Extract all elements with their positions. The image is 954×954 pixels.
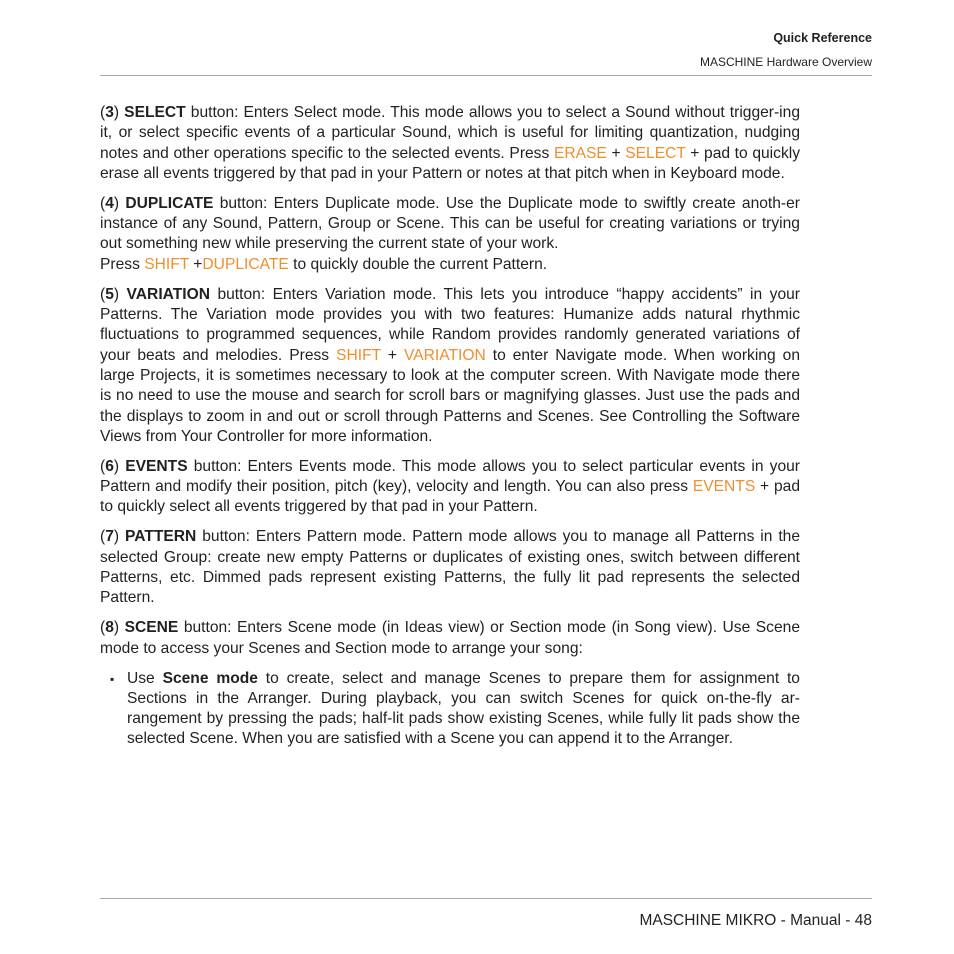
button-name: PATTERN xyxy=(125,528,197,546)
paragraph-pattern: (7) PATTERN button: Enters Pattern mode. Pattern mode allows you to manage all Patterns in the selected Group: create new empty Patterns or duplicates of existing ones, switch between different Patterns, etc. Dimmed pads represent existing Patterns, the fully lit pad represents the selected Pattern. xyxy=(100,528,800,607)
paragraph-select: (3) SELECT button: Enters Select mode. This mode allows you to select a Sound without trigger-ing it, or select specific events of a particular Sound, which is useful for limiting quantization, nudging notes and other operations specific to the selected events. Press ERASE + SELECT + pad to quickly erase all events triggered by that pad in your Pattern or notes at that pitch when in Keyboard mode. xyxy=(100,104,801,182)
bullet-marker: ▪ xyxy=(110,671,115,686)
paragraph-duplicate: (4) DUPLICATE button: Enters Duplicate mode. Use the Duplicate mode to swiftly create anoth-er instance of any Sound, Pattern, Group or Scene. This can be useful for creating variations or trying out something new while preserving the current state of your work. Press SHIFT +DUPLICATE to quickly double the current Pattern. xyxy=(100,194,800,273)
paragraph-variation: (5) VARIATION button: Enters Variation mode. This lets you introduce “happy accidents” in your Patterns. The Variation mode provides you with two features: Humanize adds natural rhythmic fluctuations to programmed sequences, while Random provides randomly generated variations of your beats and melodies. Press SHIFT + VARIATION to enter Navigate mode. When working on large Projects, it is sometimes necessary to look at the computer screen. With Navigate mode there is no need to use the mouse and search for scroll bars or magnifying glasses. Just use the pads and the displays to zoom in and out or scroll through Patterns and Scenes. See Controlling the Software Views from Your Controller for more information. xyxy=(100,285,800,445)
item-number: 7 xyxy=(105,528,114,546)
paragraph-text: Press xyxy=(100,255,145,273)
button-name: EVENTS xyxy=(125,457,188,475)
item-number: 8 xyxy=(105,619,114,637)
item-number: 6 xyxy=(105,457,114,475)
page-body xyxy=(100,103,800,750)
paragraph-text: + xyxy=(188,255,203,273)
paragraph-text: button: Enters Variation mode. This lets you introduce “happy accidents” in your Patterns. The Variation mode provides you with two features: Humanize adds natural rhythmic fluctuations to programmed sequences, while Random provides randomly generated variations of your beats and melodies. Press xyxy=(100,285,800,364)
item-number: 3 xyxy=(105,104,114,121)
bullet-list xyxy=(100,669,800,750)
paragraph-text: button: Enters Scene mode (in Ideas view) or Section mode (in Song view). Use Scene mode to access your Scenes and Section mode to arrange your song: xyxy=(100,619,800,657)
item-number: 5 xyxy=(105,285,114,303)
header-divider xyxy=(100,75,872,76)
key-select: SELECT xyxy=(625,144,686,162)
page-footer: MASCHINE MIKRO - Manual - 48 xyxy=(639,912,872,929)
footer-divider xyxy=(100,898,872,899)
key-shift: SHIFT xyxy=(144,255,189,273)
paragraph-text: + pad to quickly select all events triggered by that pad in your Pattern. xyxy=(100,478,800,516)
bullet-text: Use xyxy=(127,669,163,687)
list-item xyxy=(100,669,800,750)
key-duplicate: DUPLICATE xyxy=(202,255,289,273)
paragraph-text: + pad to quickly erase all events triggered by that pad in your Pattern or notes at that pitch when in Keyboard mode. xyxy=(100,144,801,182)
paragraph-text: + xyxy=(380,346,404,364)
paragraph-text: to quickly double the current Pattern. xyxy=(288,255,548,273)
button-name: SCENE xyxy=(124,619,179,637)
button-name: DUPLICATE xyxy=(125,194,214,212)
paragraph-text: button: Enters Duplicate mode. Use the Duplicate mode to swiftly create anoth-er instance of any Sound, Pattern, Group or Scene. This can be useful for creating variations or trying out something new while preserving the current state of your work. xyxy=(100,194,800,253)
paragraph-text: button: Enters Pattern mode. Pattern mode allows you to manage all Patterns in the selected Group: create new empty Patterns or duplicates of existing ones, switch between different Patterns, etc. Dimmed pads represent existing Patterns, the fully lit pad represents the selected Pattern. xyxy=(100,528,800,607)
key-shift: SHIFT xyxy=(336,346,381,364)
key-erase: ERASE xyxy=(553,144,607,162)
paragraph-text: to enter Navigate mode. When working on large Projects, it is sometimes necessary to look at the computer screen. With Navigate mode there is no need to use the mouse and search for scroll bars or magnifying glasses. Just use the pads and the displays to zoom in and out or scroll through Patterns and Scenes. See Controlling the Software Views from Your Controller for more information. xyxy=(100,346,800,445)
header-title: Quick Reference xyxy=(773,31,872,45)
paragraph-text: + xyxy=(606,144,626,162)
key-variation: VARIATION xyxy=(404,346,486,364)
paragraph-text: button: Enters Events mode. This mode allows you to select particular events in your Pattern and modify their position, pitch (key), velocity and length. You can also press xyxy=(100,457,801,496)
bullet-bold-term: Scene mode xyxy=(162,669,258,687)
paragraph-events: (6) EVENTS button: Enters Events mode. This mode allows you to select particular events in your Pattern and modify their position, pitch (key), velocity and length. You can also press EVENTS + pad to quickly select all events triggered by that pad in your Pattern. xyxy=(100,457,801,516)
paragraph-scene: (8) SCENE button: Enters Scene mode (in Ideas view) or Section mode (in Song view). Use Scene mode to access your Scenes and Section mode to arrange your song: xyxy=(100,619,800,657)
button-name: SELECT xyxy=(124,104,186,121)
header-subtitle: MASCHINE Hardware Overview xyxy=(699,55,872,69)
paragraph-text: button: Enters Select mode. This mode allows you to select a Sound without trigger-ing it, or select specific events of a particular Sound, which is useful for limiting quantization, nudging notes and other operations specific to the selected events. Press xyxy=(100,104,800,162)
key-events: EVENTS xyxy=(692,478,756,496)
bullet-text: to create, select and manage Scenes to prepare them for assignment to Sections in the Arranger. During playback, you can switch Scenes for quick on-the-fly ar-rangement by pressing the pads; half-lit pads show existing Scenes, while fully lit pads show the selected Scene. When you are satisfied with a Scene you can append it to the Arranger. xyxy=(127,669,800,748)
item-number: 4 xyxy=(105,194,114,212)
button-name: VARIATION xyxy=(126,285,210,303)
